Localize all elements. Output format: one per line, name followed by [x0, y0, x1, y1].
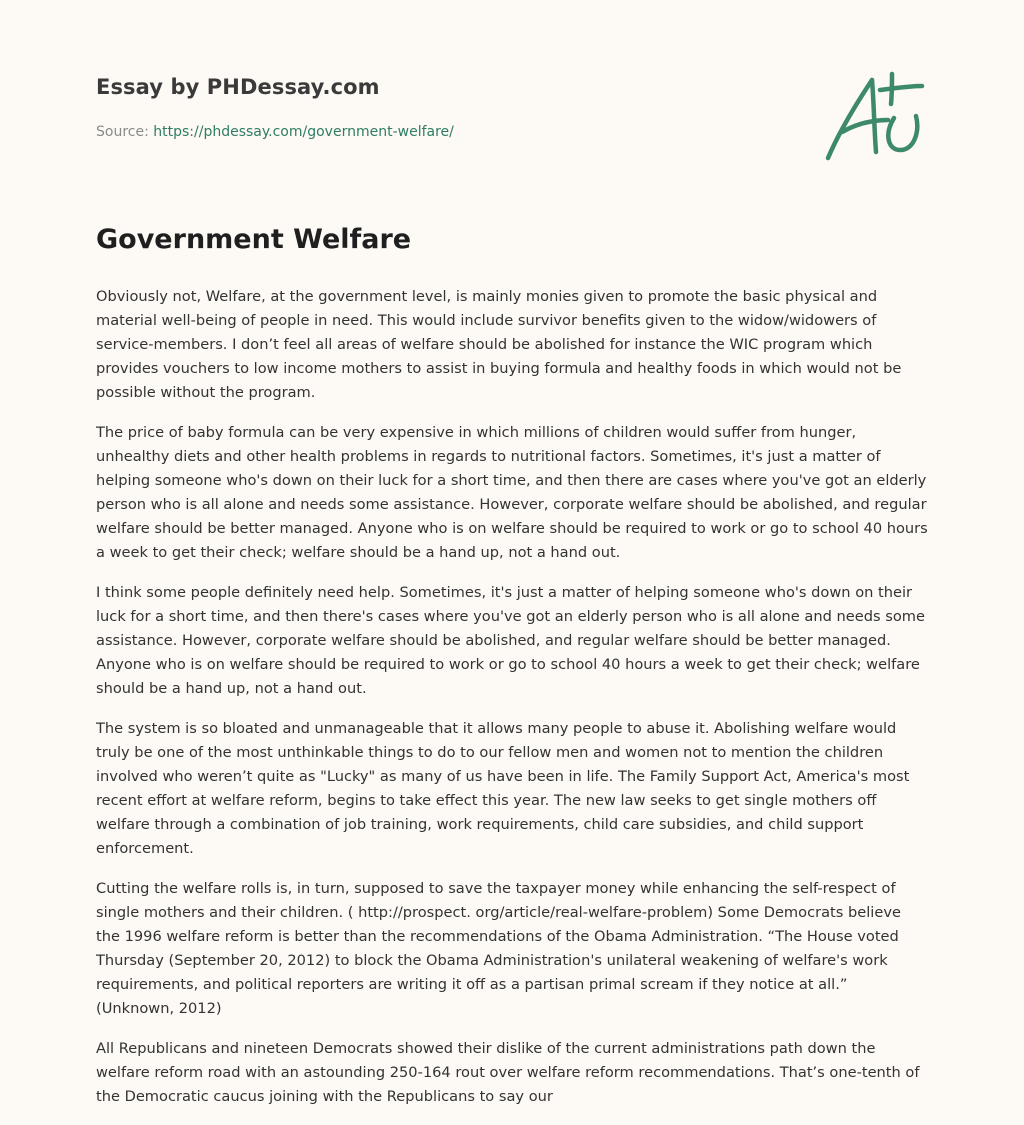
paragraph-1: Obviously not, Welfare, at the government level, is mainly monies given to promote the basic physical and material well-being of people in need. This would include survivor benefits given to the widow/widowers of service-members. I don’t feel all areas of welfare should be abolished for instance the WIC program which provides vouchers to low income mothers to assist in buying formula and healthy foods in which would not be possible without the program. [96, 288, 902, 401]
source-link[interactable]: https://phdessay.com/government-welfare/ [153, 124, 454, 140]
source-line [96, 124, 454, 140]
document-page [96, 0, 928, 1124]
essay-body [96, 285, 928, 1125]
paragraph-2: The price of baby formula can be very expensive in which millions of children would suffer from hunger, unhealthy diets and other health problems in regards to nutritional factors. Sometimes, it's just a matter of helping someone who's down on their luck for a short time, and then there are cases where you've got an elderly person who is all alone and needs some assistance. However, corporate welfare should be abolished, and regular welfare should be better managed. Anyone who is on welfare should be required to work or go to school 40 hours a week to get their check; welfare should be a hand up, not a hand out. [96, 424, 928, 561]
paragraph-3: I think some people definitely need help. Sometimes, it's just a matter of helping someone who's down on their luck for a short time, and then there's cases where you've got an elderly person who is all alone and needs some assistance. However, corporate welfare should be abolished, and regular welfare should be better managed. Anyone who is on welfare should be required to work or go to school 40 hours a week to get their check; welfare should be a hand up, not a hand out. [96, 584, 925, 697]
paragraph-6: All Republicans and nineteen Democrats showed their dislike of the current administrations path down the welfare reform road with an astounding 250-164 rout over welfare reform recommendations. That’s one-tenth of the Democratic caucus joining with the Republicans to say our [96, 1040, 920, 1105]
essay-title: Government Welfare [96, 224, 412, 255]
paragraph-5: Cutting the welfare rolls is, in turn, supposed to save the taxpayer money while enhancing the self-respect of single mothers and their children. ( http://prospect. org/article/real-welfare-problem) Some Democrats believe the 1996 welfare reform is better than the recommendations of the Obama Administration. “The House voted Thursday (September 20, 2012) to block the Obama Administration's unilateral weakening of welfare's work requirements, and political reporters are writing it off as a partisan primal scream if they notice at all.” (Unknown, 2012) [96, 880, 901, 1017]
paragraph-4: The system is so bloated and unmanageable that it allows many people to abuse it. Abolishing welfare would truly be one of the most unthinkable things to do to our fellow men and women not to mention the children involved who weren’t quite as "Lucky" as many of us have been in life. The Family Support Act, America's most recent effort at welfare reform, begins to take effect this year. The new law seeks to get single mothers off welfare through a combination of job training, work requirements, child care subsidies, and child support enforcement. [96, 720, 910, 857]
source-label: Source: [96, 124, 149, 140]
a-plus-logo-icon [822, 66, 932, 166]
header [96, 0, 928, 180]
site-brand: Essay by PHDessay.com [96, 75, 380, 99]
